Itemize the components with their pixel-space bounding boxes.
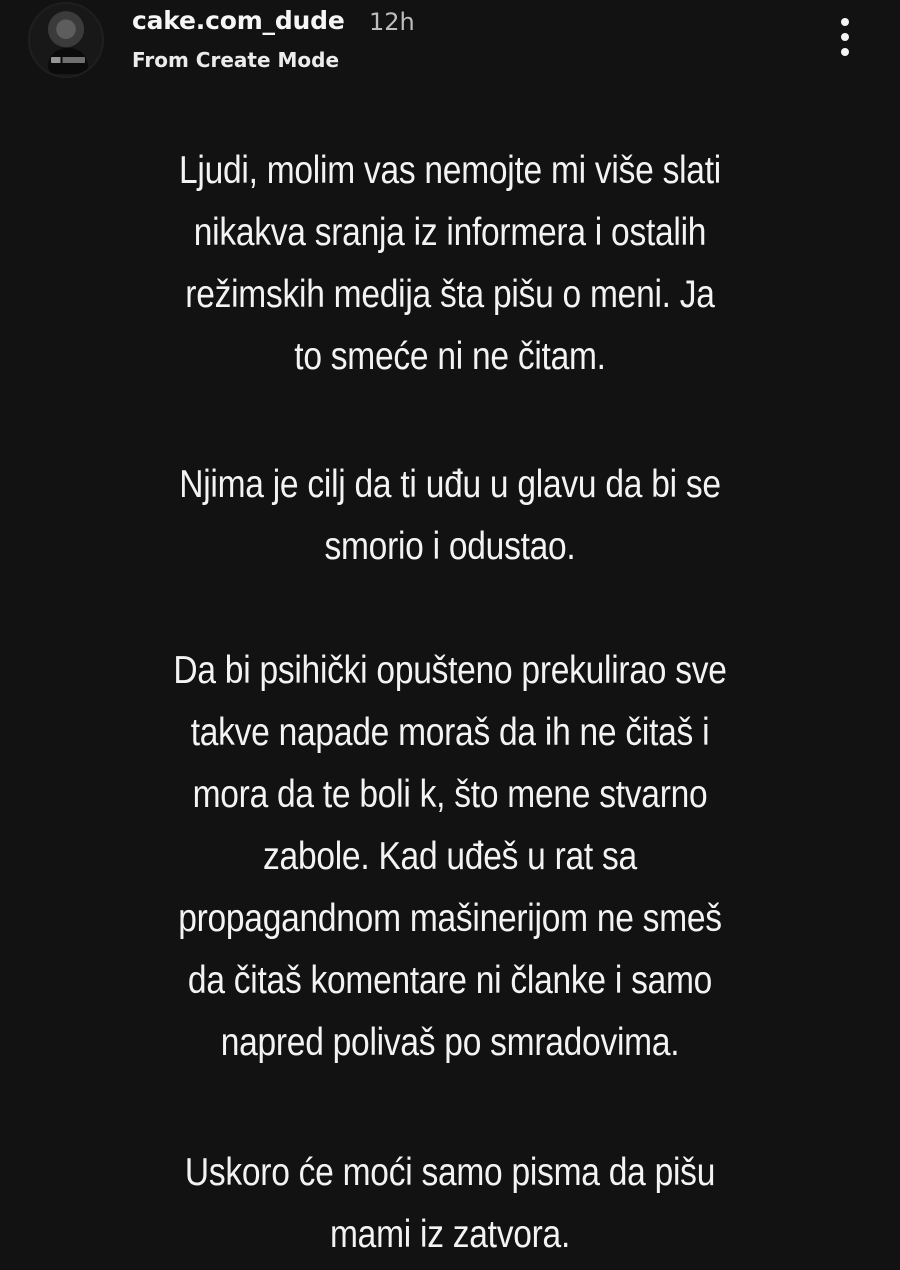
profile-avatar[interactable] <box>28 2 104 78</box>
story-paragraph-3 <box>0 640 900 1074</box>
more-dot-icon <box>841 33 849 41</box>
story-text-line: mami iz zatvora. <box>329 1213 571 1256</box>
story-text-line: napred polivaš po smradovima. <box>220 1021 680 1064</box>
story-text-line: mora da te boli k, što mene stvarno <box>192 773 708 816</box>
story-text-body <box>0 140 900 1256</box>
story-text-line: to smeće ni ne čitam. <box>294 335 606 378</box>
story-text-line: smorio i odustao. <box>324 525 576 568</box>
story-text-line: da čitaš komentare ni članke i samo <box>187 959 713 1002</box>
story-text-line: nikakva sranja iz informera i ostalih <box>193 211 707 254</box>
more-dot-icon <box>841 18 849 26</box>
story-text-line: Uskoro će moći samo pisma da pišu <box>184 1151 716 1194</box>
story-paragraph-1 <box>0 140 900 388</box>
story-header <box>0 0 900 86</box>
story-text-line: Njima je cilj da ti uđu u glavu da bi se <box>179 463 721 506</box>
story-paragraph-4 <box>0 1142 900 1266</box>
more-dot-icon <box>841 48 849 56</box>
more-vertical-icon <box>841 18 849 56</box>
story-text-line: Ljudi, molim vas nemojte mi više slati <box>179 149 721 192</box>
post-time: 12h <box>369 8 415 36</box>
avatar-shirt-logo <box>51 57 85 63</box>
story-text-line: zabole. Kad uđeš u rat sa <box>263 835 637 878</box>
story-text-line: režimskih medija šta pišu o meni. Ja <box>185 273 715 316</box>
story-text-line: propagandnom mašinerijom ne smeš <box>178 897 722 940</box>
story-text-line: takve napade moraš da ih ne čitaš i <box>190 711 710 754</box>
username-link[interactable]: cake.com_dude <box>132 6 345 35</box>
story-text-line: Da bi psihički opušteno prekulirao sve <box>173 649 727 692</box>
story-source-label: From Create Mode <box>132 48 340 72</box>
story-paragraph-2 <box>0 454 900 578</box>
more-options-button[interactable] <box>828 10 862 64</box>
